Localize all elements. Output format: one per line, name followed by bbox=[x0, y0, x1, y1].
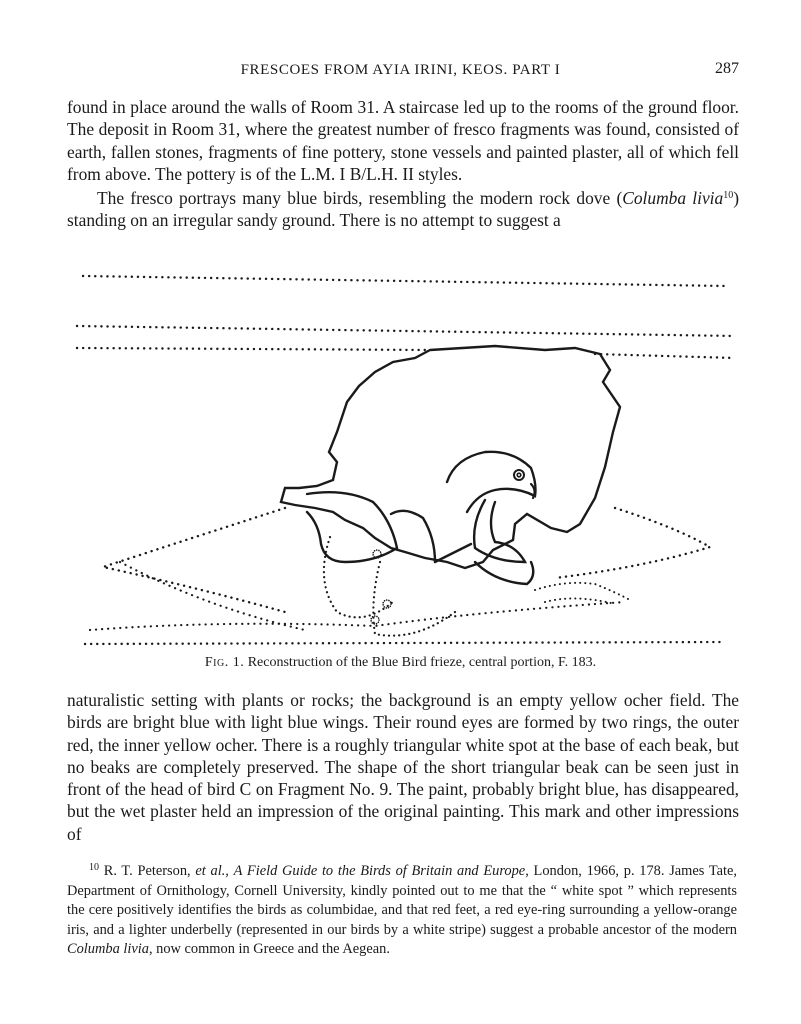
footnote-10 bbox=[67, 858, 737, 960]
paragraph-2-text-b: ) standing on an irregular sandy ground. There is no attempt to suggest a bbox=[67, 188, 739, 231]
dotted-ground-left bbox=[103, 508, 285, 612]
dotted-guide-line-1 bbox=[83, 276, 725, 286]
dotted-ground-bottom bbox=[85, 642, 725, 644]
fresco-fragment-outline bbox=[281, 346, 620, 568]
dotted-bird-outline-b bbox=[373, 562, 455, 636]
footnote-author: R. T. Peterson, bbox=[103, 863, 191, 879]
frieze-drawing bbox=[75, 262, 735, 648]
rosette-mark-3 bbox=[371, 616, 379, 624]
figure-caption bbox=[0, 655, 801, 671]
bird-beak-c bbox=[531, 484, 535, 498]
bird-back-line bbox=[435, 544, 471, 562]
dotted-guide-line-2 bbox=[77, 326, 735, 336]
body-text-top bbox=[67, 96, 739, 232]
bird-breast-c bbox=[475, 562, 533, 584]
running-head bbox=[0, 60, 801, 82]
footnote-species: Columba livia bbox=[67, 941, 149, 957]
dotted-guide-line-3 bbox=[77, 348, 735, 358]
figure-blue-bird-frieze bbox=[75, 262, 735, 648]
bird-head-c bbox=[447, 452, 536, 512]
dotted-bird-outline-a bbox=[324, 537, 395, 617]
bird-eye-c bbox=[514, 470, 524, 480]
paragraph-2-text-a: The fresco portrays many blue birds, resembling the modern rock dove ( bbox=[97, 188, 623, 209]
footnote-number: 10 bbox=[89, 862, 99, 873]
body-text-bottom bbox=[67, 689, 739, 845]
dotted-ground-right bbox=[555, 508, 710, 578]
bird-eye-c-inner bbox=[517, 473, 521, 477]
dotted-bird-feet-right bbox=[535, 583, 630, 604]
paragraph-2 bbox=[67, 185, 739, 232]
paragraph-1: found in place around the walls of Room 31. A staircase led up to the rooms of the ground floor. The deposit in Room 31, where the greatest number of fresco fragments was found, consisted of earth, fallen stones, fragments of fine pottery, stone vessels and painted plaster, all of which fell from above. The pottery is of the L.M. I B/L.H. II styles. bbox=[67, 97, 739, 184]
footnote-text-a: , London, 1966, p. 178. James Tate, Department of Ornithology, Cornell University, kindly pointed out to me that the “ white spot ” which represents the cere positively identifies the birds as columbidae, and that red feet, a red eye-ring surrounding a yellow-orange iris, and a lighter underbelly (represented in our birds by a white stripe) suggest a probable ancestor of the modern bbox=[67, 863, 737, 938]
running-title: FRESCOES FROM AYIA IRINI, KEOS. PART I bbox=[240, 62, 561, 78]
footnote-etal: et al., bbox=[195, 863, 229, 879]
figure-caption-text: Reconstruction of the Blue Bird frieze, central portion, F. 183. bbox=[247, 655, 597, 670]
page-number: 287 bbox=[715, 60, 739, 77]
footnote-text-b: , now common in Greece and the Aegean. bbox=[148, 941, 390, 957]
footnote-book-title: A Field Guide to the Birds of Britain and Europe bbox=[233, 863, 526, 879]
bird-body-a bbox=[307, 492, 397, 562]
footnote bbox=[67, 858, 737, 960]
dotted-ground-left-inner bbox=[120, 562, 305, 630]
bird-wing-c bbox=[474, 500, 525, 562]
figure-caption-label: Fig. 1. bbox=[204, 655, 245, 670]
footnote-reference: 10 bbox=[723, 190, 734, 202]
paragraph-3: naturalistic setting with plants or rocks; the background is an empty yellow ocher field. The birds are bright blue with light blue wings. Their round eyes are formed by two rings, the outer red, the inner yellow ocher. There is a roughly triangular white spot at the base of each beak, but no beaks are completely preserved. The shape of the short triangular beak can be seen just in front of the head of bird C on Fragment No. 9. The paint, probably bright blue, has disappeared, but the wet plaster held an impression of the original painting. This mark and other impressions of bbox=[67, 690, 739, 844]
species-name: Columba livia bbox=[622, 188, 724, 209]
dotted-ground-base bbox=[90, 602, 625, 630]
